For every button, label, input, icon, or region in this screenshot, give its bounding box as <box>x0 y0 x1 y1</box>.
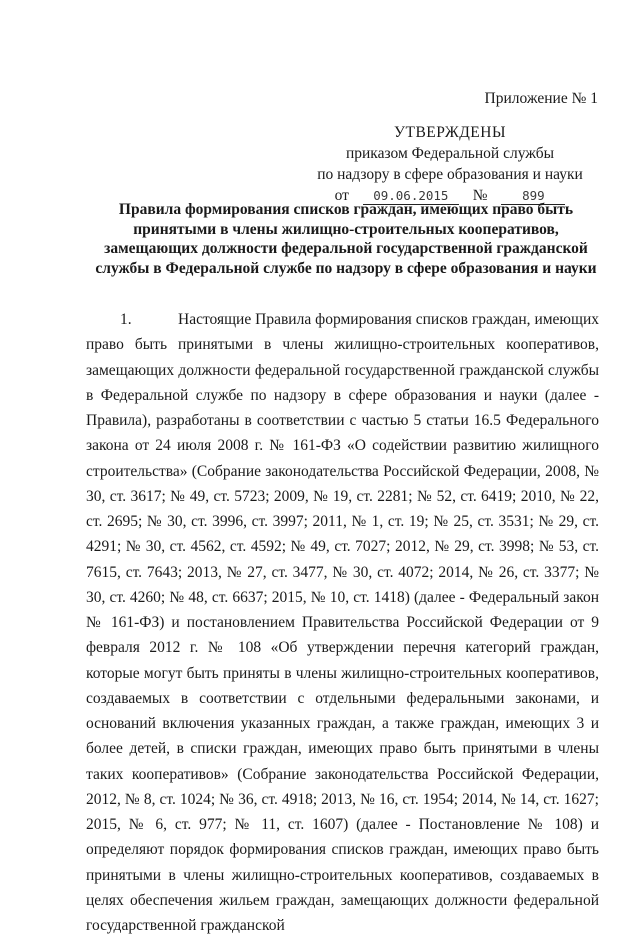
approval-line-2: по надзору в сфере образования и науки <box>317 166 583 183</box>
appendix-label: Приложение № 1 <box>484 90 598 107</box>
paragraph-number: 1. <box>120 311 132 328</box>
document-title: Правила формирования списков граждан, имеющих право быть принятыми в члены жилищно-строительных кооперативов, замещающих должности федеральной государственной гражданской службы в Федеральной службе по надзору в сфере образования и науки <box>95 201 597 277</box>
paragraph-text: Настоящие Правила формирования списков граждан, имеющих право быть принятыми в члены жилищно-строительных кооперативов, замещающих должности федеральной государственной гражданской службы в Федеральной службе по надзору в сфере образования и науки (далее - Правила), разработаны в соответствии с частью 5 статьи 16.5 Федерального закона от 24 июля 2008 г. № 161-ФЗ «О содействии развитию жилищного строительства» (Собрание законодательства Российской Федерации, 2008, № 30, ст. 3617; № 49, ст. 5723; 2009, № 19, ст. 2281; № 52, ст. 6419; 2010, № 22, ст. 2695; № 30, ст. 3996, ст. 3997; 2011, № 1, ст. 19; № 25, ст. 3531; № 29, ст. 4291; № 30, ст. 4562, ст. 4592; № 49, ст. 7027; 2012, № 29, ст. 3998; № 53, ст. 7615, ст. 7643; 2013, № 27, ст. 3477, № 30, ст. 4072; 2014, № 26, ст. 3377; № 30, ст. 4260; № 48, ст. 6637; 2015, № 10, ст. 1418) (далее - Федеральный закон № 161-ФЗ) и постановлением Правительства Российской Федерации от 9 февраля 2012 г. № 108 «Об утверждении перечня категорий граждан, которые могут быть приняты в члены жилищно-строительных кооперативов, создаваемых в соответствии с отдельными федеральными законами, и оснований включения указанных граждан, а также граждан, имеющих 3 и более детей, в списки граждан, имеющих право быть принятыми в члены таких кооперативов» (Собрание законодательства Российской Федерации, 2012, № 8, ст. 1024; № 36, ст. 4918; 2013, № 16, ст. 1954; 2014, № 14, ст. 1627; 2015, № 6, ст. 977; № 11, ст. 1607) (далее - Постановление № 108) и определяют порядок формирования списков граждан, имеющих право быть принятыми в члены жилищно-строительных кооперативов, создаваемых в целях обеспечения жильем граждан, замещающих должности федеральной государственной гражданской <box>86 311 599 934</box>
approval-stamp-block <box>300 122 600 206</box>
from-label: от <box>334 187 349 204</box>
approved-heading: УТВЕРЖДЕНЫ <box>394 124 506 141</box>
paragraph-1 <box>86 307 599 938</box>
number-label: № <box>472 187 488 204</box>
approval-line-1: приказом Федеральной службы <box>345 145 555 162</box>
order-number: 899 <box>501 188 565 205</box>
order-date: 09.06.2015 <box>363 188 459 205</box>
